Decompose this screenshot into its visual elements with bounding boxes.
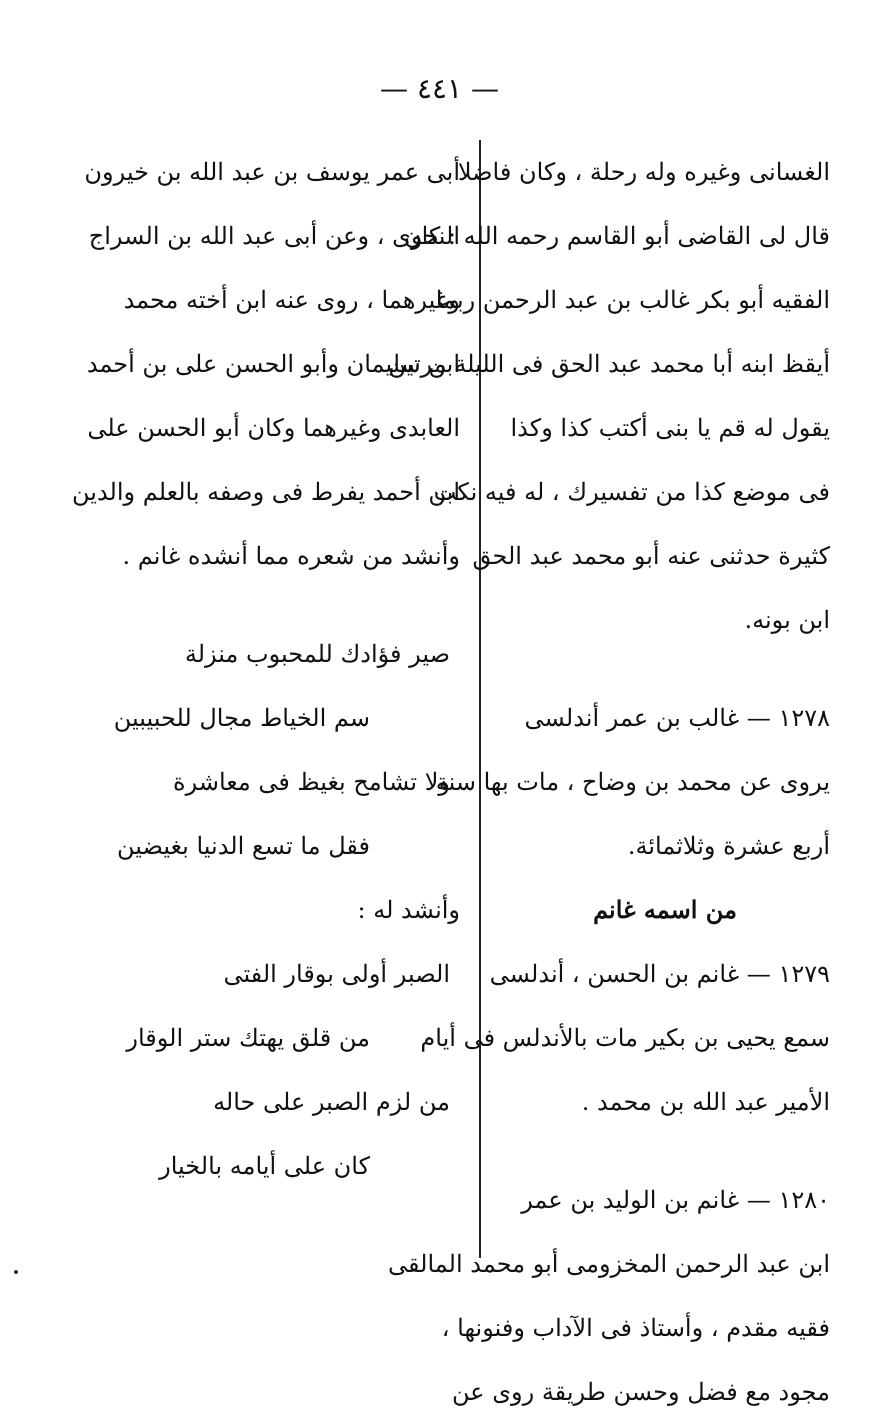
text-line: ابن سليمان وأبو الحسن على بن أحمد <box>86 350 460 378</box>
entry-1279-line: الأمير عبد الله بن محمد . <box>581 1088 830 1116</box>
section-heading: من اسمه غانم <box>593 895 737 924</box>
poem-verse: ولا تشامح بغيظ فى معاشرة <box>173 768 450 796</box>
text-line: أيقظ ابنه أبا محمد عبد الحق فى الليلة مرتين <box>388 350 830 378</box>
entry-1279-line: ١٢٧٩ — غانم بن الحسن ، أندلسى <box>489 960 830 988</box>
text-line: أبى عمر يوسف بن عبد الله بن خيرون <box>84 158 460 186</box>
poem-verse: سم الخياط مجال للحبيبين <box>113 704 370 732</box>
poem-verse: فقل ما تسع الدنيا بغيضين <box>117 832 370 860</box>
text-line: وأنشد من شعره مما أنشده غانم . <box>122 542 460 570</box>
entry-1280-line: ابن عبد الرحمن المخزومى أبو محمد المالقى <box>388 1250 830 1278</box>
entry-1278-line: يروى عن محمد بن وضاح ، مات بها سنة <box>435 768 830 796</box>
entry-1278-line: ١٢٧٨ — غالب بن عمر أندلسى <box>524 704 830 732</box>
poem-verse: صير فؤادك للمحبوب منزلة <box>184 640 450 668</box>
text-line: ابن بونه. <box>744 606 830 634</box>
text-line: كثيرة حدثنى عنه أبو محمد عبد الحق <box>472 542 830 570</box>
entry-1279-line: سمع يحيى بن بكير مات بالأندلس فى أيام <box>420 1024 830 1052</box>
entry-1280-line: فقيه مقدم ، وأستاذ فى الآداب وفنونها ، <box>441 1314 830 1342</box>
text-line: وأنشد له : <box>357 896 460 924</box>
text-line: وغيرهما ، روى عنه ابن أخته محمد <box>123 286 460 314</box>
print-speck <box>14 1270 18 1274</box>
entry-1280-line: مجود مع فضل وحسن طريقة روى عن <box>452 1378 830 1406</box>
entry-1278-line: أربع عشرة وثلاثمائة. <box>627 832 830 860</box>
text-line: العابدى وغيرهما وكان أبو الحسن على <box>87 414 460 442</box>
poem-verse: من لزم الصبر على حاله <box>213 1088 450 1116</box>
poem-verse: كان على أيامه بالخيار <box>159 1152 370 1180</box>
page-number: — ٤٤١ — <box>380 72 499 105</box>
poem-verse: من قلق يهتك ستر الوقار <box>126 1024 370 1052</box>
text-line: فى موضع كذا من تفسيرك ، له فيه نكت <box>433 478 830 506</box>
text-line: النحوى ، وعن أبى عبد الله بن السراج <box>88 222 460 250</box>
text-line: الغسانى وغيره وله رحلة ، وكان فاضلا <box>457 158 830 186</box>
left-column <box>72 140 460 1198</box>
text-line: يقول له قم يا بنى أكتب كذا وكذا <box>510 414 830 442</box>
text-line: قال لى القاضى أبو القاسم رحمه الله : كان <box>403 222 830 250</box>
poem-verse: الصبر أولى بوقار الفتى <box>223 960 450 988</box>
entry-1280-line: ١٢٨٠ — غانم بن الوليد بن عمر <box>521 1186 830 1214</box>
text-line: ابن أحمد يفرط فى وصفه بالعلم والدين <box>72 478 460 506</box>
text-line: الفقيه أبو بكر غالب بن عبد الرحمن ربما <box>435 286 830 314</box>
